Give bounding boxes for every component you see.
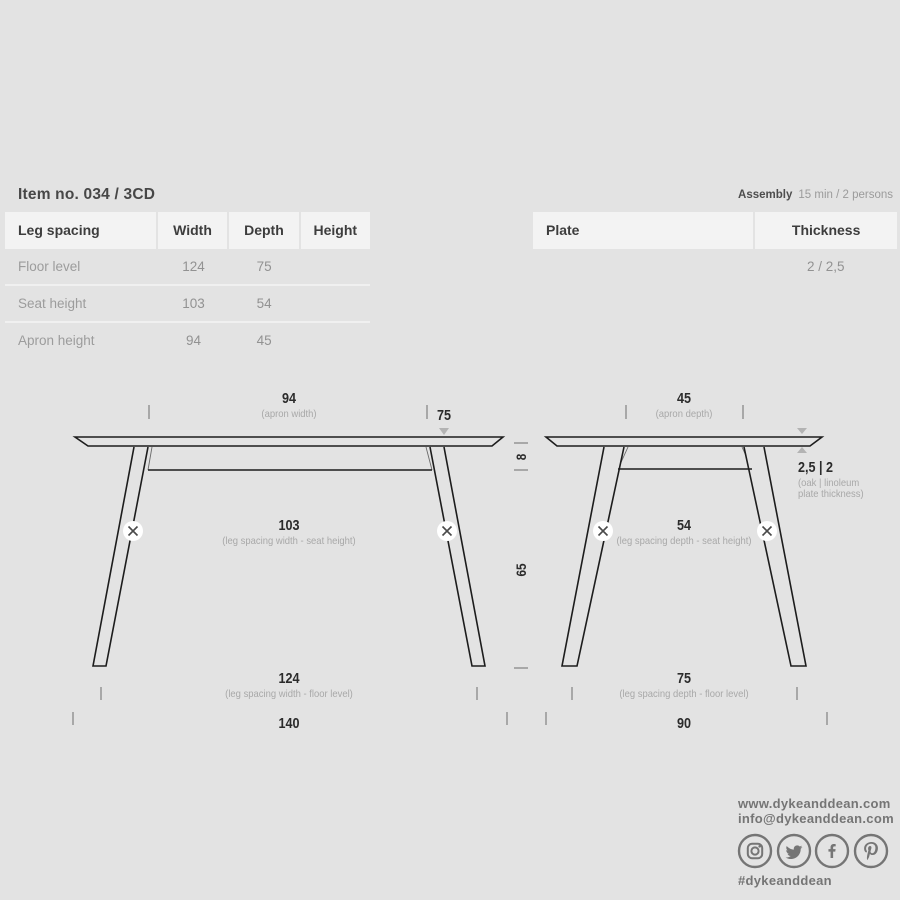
dim-floor-to-apron: 65 [513, 563, 529, 577]
thickness-value: 2 / 2,5 [806, 259, 845, 274]
assembly-point-marker [437, 521, 457, 541]
dim-leg-spacing-seat-note: (leg spacing depth - seat height) [616, 535, 752, 547]
back-leg-edge [148, 447, 152, 470]
assembly-point-marker [123, 521, 143, 541]
dim-apron-width: 94 [281, 390, 297, 407]
dim-apron-depth: 45 [676, 390, 692, 407]
hashtag: #dykeanddean [738, 873, 832, 888]
footer [738, 796, 894, 888]
col-header-depth: Depth [229, 212, 298, 249]
depth-value: 45 [256, 333, 272, 348]
dim-total-height: 75 [437, 407, 452, 424]
dim-apron-width-note: (apron width) [261, 408, 317, 420]
tabletop [546, 437, 822, 446]
table-leg [430, 447, 485, 666]
width-value: 94 [186, 333, 202, 348]
dim-plate-thickness: 2,5 | 2 [798, 459, 834, 476]
table-leg [93, 447, 148, 666]
width-value: 124 [182, 259, 205, 274]
row-label: Floor level [18, 259, 81, 274]
assembly-point-marker [757, 521, 777, 541]
depth-value: 75 [256, 259, 272, 274]
table-leg [562, 447, 624, 666]
row-label: Seat height [18, 296, 87, 311]
col-header-plate: Plate [533, 212, 753, 249]
plate-marker-triangle-down [797, 428, 807, 434]
instagram-icon[interactable] [737, 833, 773, 869]
dim-overall-width: 140 [278, 715, 300, 732]
social-icons [737, 833, 894, 869]
depth-value: 54 [256, 296, 272, 311]
contact-email: info@dykeanddean.com [738, 811, 894, 826]
facebook-icon[interactable] [814, 833, 850, 869]
col-header-thickness: Thickness [755, 212, 897, 249]
dim-plate-thickness-note: (oak | linoleum [798, 477, 860, 489]
dim-overall-depth: 90 [676, 715, 692, 732]
dim-leg-spacing-seat-note: (leg spacing width - seat height) [222, 535, 356, 547]
col-header-height: Height [301, 212, 370, 249]
height-marker-triangle [439, 428, 449, 435]
dim-leg-spacing-floor: 75 [676, 670, 692, 687]
twitter-icon[interactable] [776, 833, 812, 869]
plate-marker-triangle-up [797, 447, 807, 453]
dim-leg-spacing-seat: 103 [278, 517, 300, 534]
dim-leg-spacing-floor: 124 [278, 670, 300, 687]
width-value: 103 [182, 296, 205, 311]
dim-plate-thickness-note: plate thickness) [798, 488, 864, 500]
table-leg [744, 447, 806, 666]
assembly-label: Assembly [738, 189, 793, 201]
pinterest-icon[interactable] [853, 833, 889, 869]
assembly-value: 15 min / 2 persons [798, 189, 893, 201]
tabletop [75, 437, 503, 446]
dim-apron-depth-note: (apron depth) [655, 408, 713, 420]
dim-apron-height: 8 [513, 453, 529, 461]
dim-leg-spacing-floor-note: (leg spacing width - floor level) [225, 688, 353, 700]
dim-leg-spacing-floor-note: (leg spacing depth - floor level) [619, 688, 749, 700]
item-number-title: Item no. 034 / 3CD [18, 186, 156, 203]
col-header-width: Width [158, 212, 227, 249]
website-url: www.dykeanddean.com [738, 796, 891, 811]
col-header-leg-spacing: Leg spacing [5, 212, 156, 249]
dim-leg-spacing-seat: 54 [676, 517, 692, 534]
row-label: Apron height [18, 333, 95, 348]
